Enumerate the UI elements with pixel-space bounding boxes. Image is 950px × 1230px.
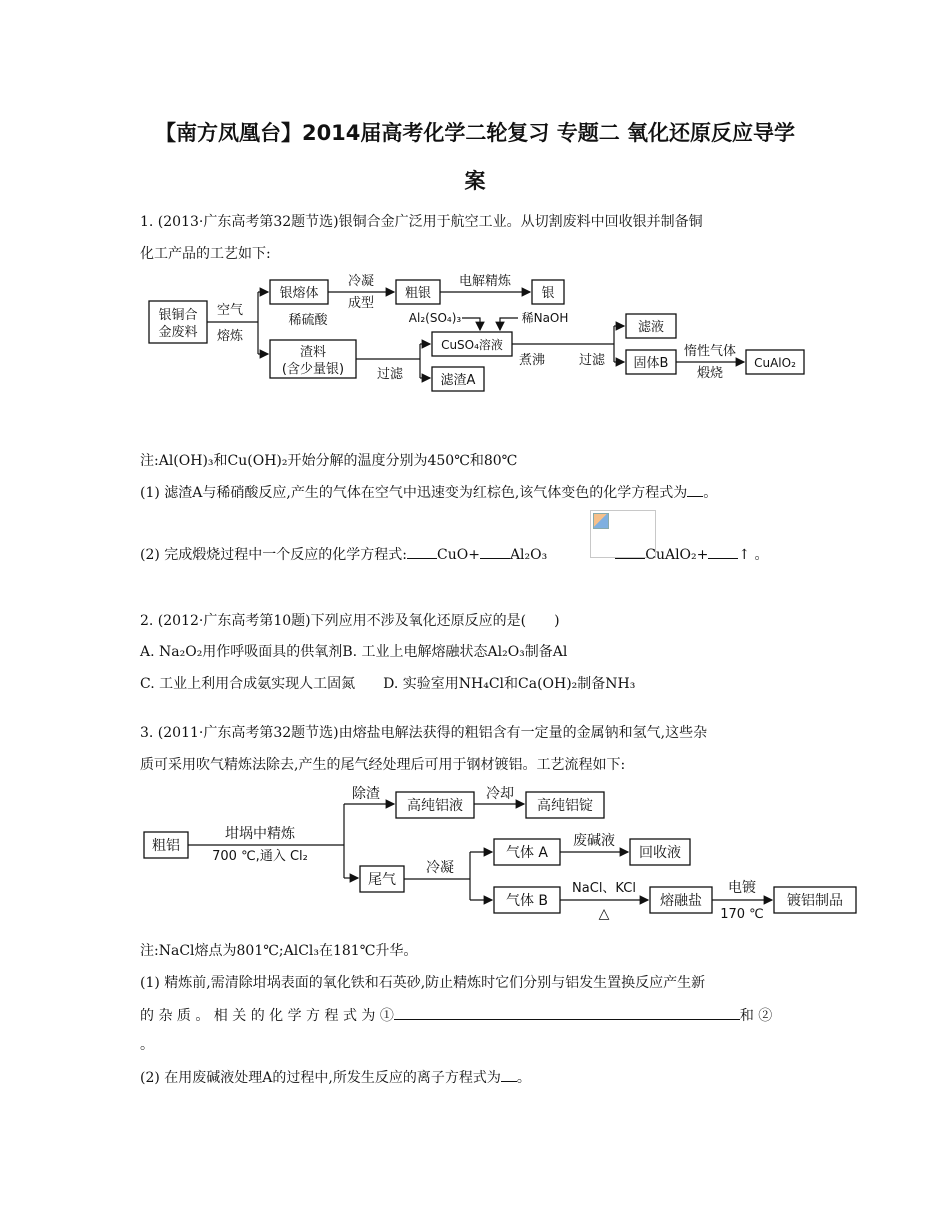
electro-label: 电解精炼 [458,274,512,289]
q2-option-d: D. 实验室用NH₄Cl和Ca(OH)₂制备NH₃ [383,676,636,692]
q3-sub1-and: 和 ② [739,1008,773,1024]
crucible-cond-label: 700 ℃,通入 Cl₂ [212,849,308,864]
q1-sub2-arrow: ↑ 。 [738,547,769,563]
cool-label: 冷凝 [347,274,375,289]
nacl-kcl-label: NaCl、KCl [572,881,636,896]
answer-blank[interactable] [394,1005,740,1020]
gas-b-label: 气体 B [505,893,549,909]
molten-salt-label: 熔融盐 [660,893,702,909]
tail-gas-label: 尾气 [368,872,396,888]
heat-label: △ [598,906,610,922]
boil-label: 煮沸 [518,353,546,368]
q1-intro-line1: 1. (2013·广东高考第32题节选)银铜合金广泛用于航空工业。从切割废料中回收银并制备铜 [140,214,703,230]
form-label: 成型 [347,296,375,311]
gas-a-label: 气体 A [505,845,549,861]
q2-option-b: B. 工业上电解熔融状态Al₂O₃制备Al [342,644,568,660]
q1-intro-line2: 化工产品的工艺如下: [140,246,271,262]
crucible-label: 坩埚中精炼 [225,826,295,842]
answer-blank[interactable] [480,544,510,559]
q2-options-cd [140,674,635,694]
q3-sub2 [140,1067,531,1088]
q3-intro-line1: 3. (2011·广东高考第32题节选)由熔盐电解法获得的粗铝含有一定量的金属钠和氢气,这些杂 [140,725,708,741]
q3-intro-line2: 质可采用吹气精炼法除去,产生的尾气经处理后可用于钢材镀铝。工艺流程如下: [140,757,626,773]
answer-blank[interactable] [407,544,437,559]
plating-label: 电镀 [728,880,756,896]
q2-options-ab [140,642,567,662]
q3-sub2-text: (2) 在用废碱液处理A的过程中,所发生反应的离子方程式为 [140,1070,501,1086]
silver-melt-label: 银熔体 [279,286,319,301]
q1-sub2-cualo2: CuAlO₂+ [645,547,709,563]
q1-sub1-end: 。 [703,485,718,501]
calcine-label: 煅烧 [696,366,724,381]
condense-label: 冷凝 [426,860,454,876]
q3-sub1-line1: (1) 精炼前,需清除坩埚表面的氧化铁和石英砂,防止精炼时它们分别与铝发生置换反应产生新 [140,975,706,991]
filter2-label: 过滤 [578,353,606,368]
filter1-label: 过滤 [376,367,404,382]
page-title: 【南方凤凰台】2014届高考化学二轮复习 专题二 氧化还原反应导学 [154,121,796,145]
residue-a-label: 滤渣A [440,373,476,388]
slag-remove-label: 除渣 [352,786,380,802]
q3-note: 注:NaCl熔点为801℃;AlCl₃在181℃升华。 [140,943,418,959]
q2-option-a: A. Na₂O₂用作呼吸面具的供氧剂 [140,644,343,660]
smelt-label: 熔炼 [216,329,244,344]
q3-sub2-end: 。 [516,1070,531,1086]
crude-al-label: 粗铝 [152,838,180,854]
q3-sub1-line2 [140,1005,772,1026]
cuso4-label: CuSO₄溶液 [441,338,503,352]
q3-sub1-text: 的 杂 质 。 相 关 的 化 学 方 程 式 为 ① [140,1008,394,1024]
q1-flowchart [140,268,820,398]
inert-gas-label: 惰性气体 [683,344,737,359]
cualo2-label: CuAlO₂ [754,356,796,370]
q1-sub2-prefix: (2) 完成煅烧过程中一个反应的化学方程式: [140,547,407,563]
al2so43-label: Al₂(SO₄)₃ [408,311,462,325]
answer-blank[interactable] [615,544,645,559]
al-product-label: 镀铝制品 [787,893,843,909]
recovery-label: 回收液 [639,845,681,861]
slag-label-2: (含少量银) [281,362,345,377]
filtrate-label: 滤液 [637,320,665,335]
q1-sub2 [140,544,769,565]
waste-alkali-label: 废碱液 [573,833,615,849]
q1-sub1 [140,482,717,503]
q1-sub2-cuo: CuO+ [437,547,480,563]
plating-temp-label: 170 ℃ [720,907,764,922]
pure-liquid-label: 高纯铝液 [407,798,463,814]
slag-label-1: 渣料 [299,345,327,360]
answer-blank[interactable] [501,1067,517,1082]
q3-flowchart [140,782,870,922]
dilute-h2so4-label: 稀硫酸 [288,313,328,328]
cool-label: 冷却 [486,786,514,802]
answer-blank[interactable] [708,544,738,559]
answer-blank[interactable] [687,482,703,497]
q2-option-c: C. 工业上利用合成氨实现人工固氮 [140,676,356,692]
q1-note: 注:Al(OH)₃和Cu(OH)₂开始分解的温度分别为450℃和80℃ [140,453,518,469]
alloy-label-2: 金废料 [158,325,198,340]
silver-label: 银 [541,286,555,301]
q1-sub1-text: (1) 滤渣A与稀硝酸反应,产生的气体在空气中迅速变为红棕色,该气体变色的化学方程式为 [140,485,688,501]
naoh-label: 稀NaOH [521,311,569,325]
alloy-label-1: 银铜合 [158,308,198,323]
solid-b-label: 固体B [633,356,669,371]
page-title-continued: 案 [464,169,486,193]
q3-sub1-end: 。 [140,1037,154,1053]
air-label: 空气 [216,303,244,318]
q1-sub2-al2o3: Al₂O₃ [509,547,548,563]
pure-ingot-label: 高纯铝锭 [537,798,593,814]
crude-silver-label: 粗银 [404,286,432,301]
q2-stem: 2. (2012·广东高考第10题)下列应用不涉及氧化还原反应的是( ) [140,613,560,629]
